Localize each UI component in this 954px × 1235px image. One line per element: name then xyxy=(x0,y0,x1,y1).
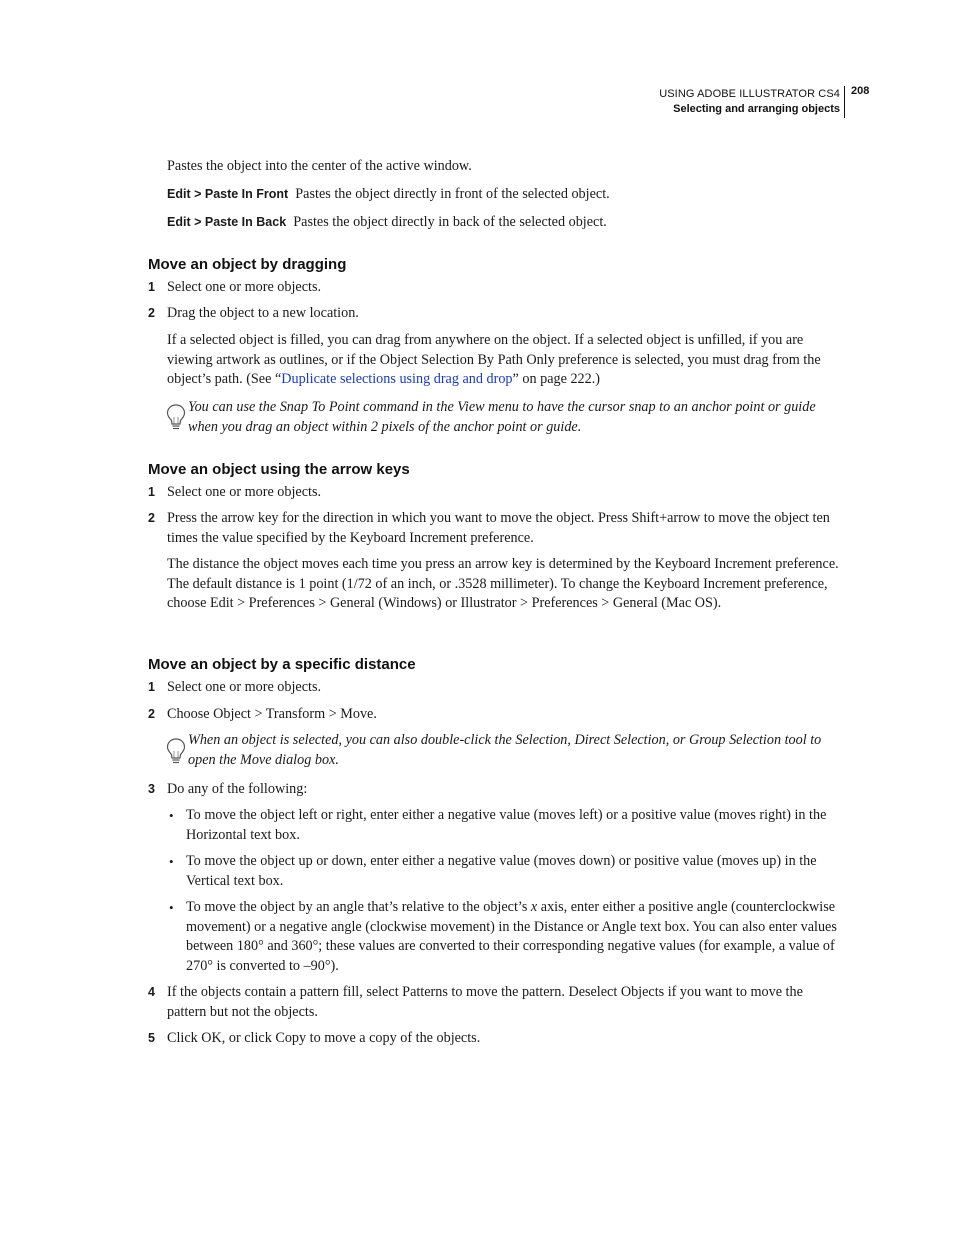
duplicate-selections-link[interactable]: Duplicate selections using drag and drop xyxy=(281,371,513,387)
step-text: Select one or more objects. xyxy=(167,484,322,500)
step-number: 2 xyxy=(148,306,155,320)
step-number: 1 xyxy=(148,680,155,694)
paste-in-front-entry xyxy=(167,185,842,205)
page-number: 208 xyxy=(851,85,870,97)
step-text: Drag the object to a new location. xyxy=(167,305,359,321)
step-text: Select one or more objects. xyxy=(167,279,322,295)
step-text: Choose Object > Transform > Move. xyxy=(167,706,377,722)
step-text: Click OK, or click Copy to move a copy of the objects. xyxy=(167,1030,481,1046)
step-text: If the objects contain a pattern fill, select Patterns to move the pattern. Deselect Objects if you want to move the pattern but not the objects. xyxy=(167,984,803,1020)
step-text: Do any of the following: xyxy=(167,781,308,797)
step-number: 2 xyxy=(148,707,155,721)
x-axis-italic: x xyxy=(530,899,538,915)
keyboard-increment-paragraph: The distance the object moves each time you press an arrow key is determined by the Keyboard Increment preference. The default distance is 1 point (1/72 of an inch, or .3528 millimeter). To change the Keyboard Increment preference, choose Edit > Preferences > General (Windows) or Illustrator > Preferences > General (Mac OS). xyxy=(167,556,839,611)
paste-in-back-entry xyxy=(167,213,842,233)
header-divider xyxy=(844,86,845,118)
lightbulb-icon xyxy=(166,737,186,765)
step-number: 1 xyxy=(148,485,155,499)
running-header xyxy=(659,87,840,117)
heading-move-arrow-keys: Move an object using the arrow keys xyxy=(148,461,410,478)
page-reference: ” on page 222.) xyxy=(512,371,600,387)
section-title: Selecting and arranging objects xyxy=(673,103,840,115)
paste-in-front-text: Pastes the object directly in front of the selected object. xyxy=(295,186,610,202)
bullet-angle xyxy=(186,898,842,976)
paste-in-back-text: Pastes the object directly in back of the selected object. xyxy=(293,214,607,230)
drag-explanation xyxy=(167,331,842,390)
step-text: Select one or more objects. xyxy=(167,679,322,695)
step-text: Press the arrow key for the direction in which you want to move the object. Press Shift+arrow to move the object ten times the value specified by the Keyboard Increment preference. xyxy=(167,510,830,546)
step-number: 2 xyxy=(148,511,155,525)
bullet-angle-text: To move the object by an angle that’s relative to the object’s xyxy=(186,899,531,915)
heading-move-by-dragging: Move an object by dragging xyxy=(148,256,347,273)
drag-explanation-text: If a selected object is filled, you can drag from anywhere on the object. If a selected object is unfilled, if you are viewing artwork as outlines, or if the Object Selection By Path Only preference is selected, you must drag from the object’s path. (See “ xyxy=(167,332,821,387)
bullet-marker: • xyxy=(169,808,174,823)
step-number: 4 xyxy=(148,985,155,999)
step-number: 5 xyxy=(148,1031,155,1045)
tip-snap-to-point: You can use the Snap To Point command in the View menu to have the cursor snap to an anchor point or guide when you drag an object within 2 pixels of the anchor point or guide. xyxy=(188,399,816,435)
bullet-horizontal: To move the object left or right, enter either a negative value (moves left) or a positive value (moves right) in the Horizontal text box. xyxy=(186,807,827,843)
bullet-vertical: To move the object up or down, enter either a negative value (moves down) or positive value (moves up) in the Vertical text box. xyxy=(186,853,817,889)
lightbulb-icon xyxy=(166,403,186,431)
step-number: 3 xyxy=(148,782,155,796)
tip-move-dialog: When an object is selected, you can also double-click the Selection, Direct Selection, or Group Selection tool to open the Move dialog box. xyxy=(188,732,822,768)
paste-center-text: Pastes the object into the center of the active window. xyxy=(167,158,472,174)
bullet-marker: • xyxy=(169,854,174,869)
paste-in-back-label: Edit > Paste In Back xyxy=(167,215,287,229)
step-number: 1 xyxy=(148,280,155,294)
document-title: USING ADOBE ILLUSTRATOR CS4 xyxy=(659,88,840,100)
bullet-marker: • xyxy=(169,900,174,915)
bullet-angle-text-cont: axis, enter either a positive angle (counterclockwise movement) or a negative angle (clockwise movement) in the Distance or Angle text box. You can also enter values between 180° and 360°; these values are converted to their corresponding negative values (for example, a value of 270° is converted to –90°). xyxy=(186,899,837,974)
heading-move-specific-distance: Move an object by a specific distance xyxy=(148,656,416,673)
paste-in-front-label: Edit > Paste In Front xyxy=(167,187,289,201)
